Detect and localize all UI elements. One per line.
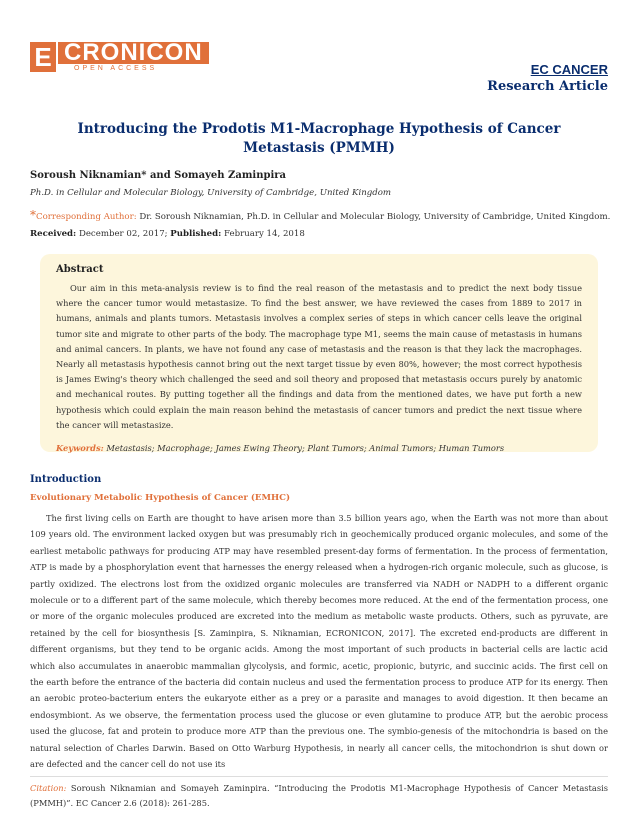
article-type: Research Article — [487, 79, 608, 94]
received-date: December 02, 2017; — [76, 229, 171, 239]
keywords-text: Metastasis; Macrophage; James Ewing Theory; Plant Tumors; Animal Tumors; Human Tumors — [103, 443, 505, 454]
citation — [30, 781, 608, 811]
received-label: Received: — [30, 229, 77, 239]
corresponding-star: * — [30, 208, 36, 222]
abstract-text: Our aim in this meta-analysis review is to find the real reason of the metastasis and to predict the next body tissue where the cancer tumor would metastasize. To find the best answer, we have reviewed the cases from 1889 to 2017 in humans, animals and plants tumors. Metastasis involves a complex series of steps in which cancer cells leave the original tumor site and migrate to other parts of the body. The macrophage type M1, seems the main cause of metastasis in humans and animal cancers. In plants, we have not found any case of metastasis and the reason is that they lack the macrophages. Nearly all metastasis hypothesis cannot bring out the next target tissue by even 80%, however; the most correct hypothesis is James Ewing's theory which challenged the seed and soil theory and proposed that metastasis occurs purely by anatomic and mechanical routes. By putting together all the findings and data from the mentioned dates, we have put forth a new hypothesis which could explain the main reason behind the metastasis of cancer tumors and predict the next tissue where the cancer will metastasize. — [56, 283, 582, 430]
authors: Soroush Niknamian* and Somayeh Zaminpira — [30, 170, 287, 181]
corresponding-label: Corresponding Author: — [36, 212, 137, 222]
paper-title: Introducing the Prodotis M1-Macrophage Hypothesis of Cancer Metastasis (PMMH) — [77, 121, 561, 156]
journal-block — [487, 62, 608, 94]
journal-name[interactable]: EC CANCER — [530, 62, 608, 77]
published-date: February 14, 2018 — [221, 229, 305, 239]
citation-text: Soroush Niknamian and Somayeh Zaminpira. “Introducing the Prodotis M1-Macrophage Hypothesis of Cancer Metastasis (PMMH)”. EC Cancer 2.6 (2018): 261-285. — [30, 783, 608, 808]
footer-divider — [30, 776, 608, 777]
abstract-heading: Abstract — [56, 264, 104, 275]
abstract-box — [40, 254, 598, 452]
dates — [30, 229, 305, 239]
section-heading-introduction: Introduction — [30, 474, 102, 485]
keywords-label: Keywords: — [56, 443, 104, 454]
body-paragraph: The first living cells on Earth are thought to have arisen more than 3.5 billion years ago, when the Earth was not more than about 109 years old. The environment lacked oxygen but was presumably rich in geochemically produced organic molecules, and some of the earliest metabolic pathways for producing ATP may have resembled present-day forms of fermentation. In the process of fermentation, ATP is made by a phosphorylation event that harnesses the energy released when a hydrogen-rich organic molecule, such as glucose, is partly oxidized. The electrons lost from the oxidized organic molecules are transferred via NADH or NADPH to a different organic molecule or to a different part of the same molecule, which thereby becomes more reduced. At the end of the fermentation process, one or more of the organic molecules produced are excreted into the medium as metabolic waste products. Others, such as pyruvate, are retained by the cell for biosynthesis [S. Zaminpira, S. Niknamian, ECRONICON, 2017]. The excreted end-products are different in different organisms, but they tend to be organic acids. Among the most important of such products in bacterial cells are lactic acid which also accumulates in anaerobic mammalian glycolysis, and formic, acetic, propionic, butyric, and succinic acids. The first cell on the earth before the entrance of the bacteria did contain nucleus and used the fermentation process to produce ATP for its energy. Then an aerobic proteo-bacterium enters the eukaryote either as a prey or a parasite and manages to avoid digestion. It then became an endosymbiont. As we observe, the fermentation process used the glucose or even glutamine to produce ATP, but the aerobic process used the glucose, fat and protein to produce more ATP than the previous one. The symbio-genesis of the mitochondria is based on the natural selection of Charles Darwin. Based on Otto Warburg Hypothesis, in nearly all cancer cells, the mitochondrion is shut down or are defected and the cancer cell do not use its — [30, 513, 608, 770]
logo-name: CRONICON — [58, 42, 209, 64]
logo-tagline: OPEN ACCESS — [74, 65, 158, 72]
corresponding-text: Dr. Soroush Niknamian, Ph.D. in Cellular and Molecular Biology, University of Cambridge, United Kingdom. — [136, 212, 611, 222]
logo-letter: E — [30, 42, 56, 72]
corresponding-author — [30, 208, 610, 222]
logo-text — [58, 39, 209, 72]
affiliation: Ph.D. in Cellular and Molecular Biology, University of Cambridge, United Kingdom — [30, 188, 392, 198]
subsection-heading: Evolutionary Metabolic Hypothesis of Cancer (EMHC) — [30, 493, 291, 503]
keywords — [56, 443, 582, 453]
publisher-logo[interactable] — [30, 39, 209, 72]
citation-label: Citation: — [30, 783, 67, 793]
published-label: Published: — [170, 229, 222, 239]
